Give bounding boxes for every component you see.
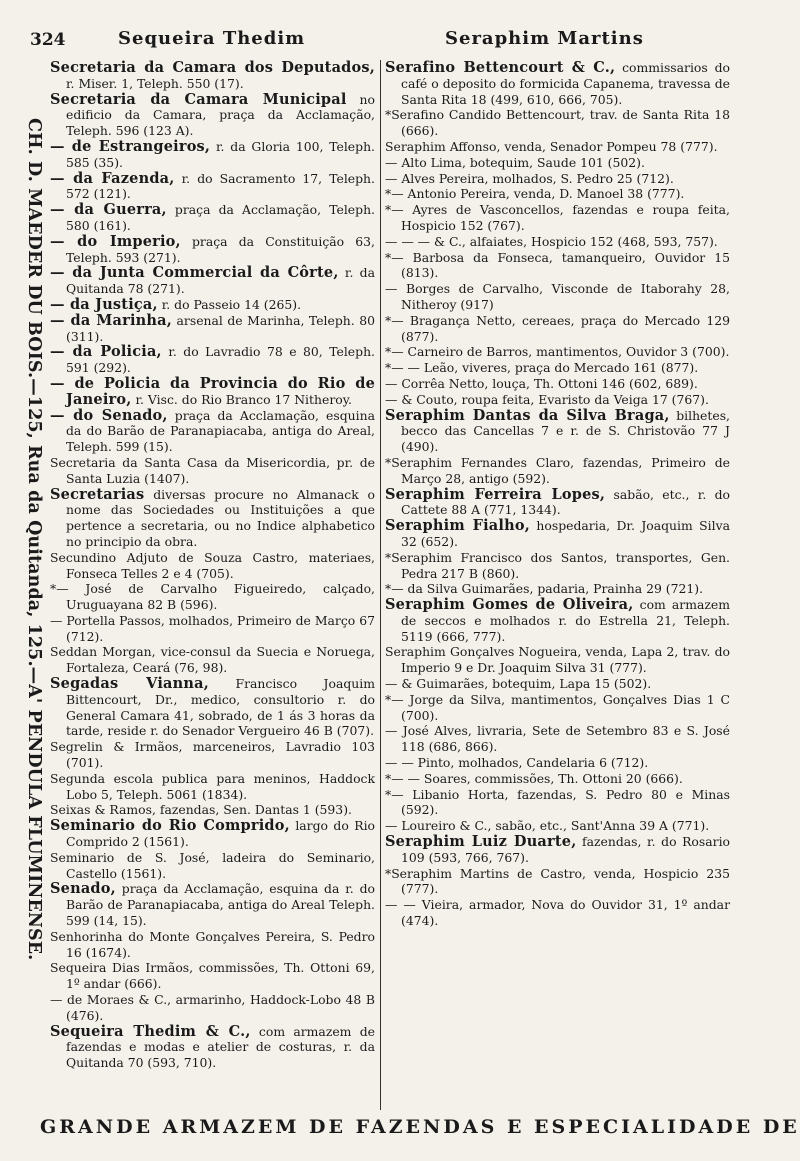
- entry-text: *Seraphim Fernandes Claro, fazendas, Primeiro de Março 28, antigo (592).: [385, 454, 730, 486]
- column-divider: [380, 60, 381, 1110]
- side-advertisement-text: CH. D. MAEDER DU BOIS.—125, Rua da Quitanda, 125.—A' PENDULA FLUMINENSE.: [24, 118, 44, 961]
- entry-text: no edificio da Camara, praça da Acclamação, Teleph. 596 (123 A).: [66, 91, 375, 139]
- directory-entry: [50, 929, 375, 961]
- entry-heading: — da Justiça,: [50, 295, 158, 313]
- entry-text: *Seraphim Martins de Castro, venda, Hospicio 235 (777).: [385, 865, 730, 897]
- directory-entry: [50, 487, 375, 550]
- entry-text: *— Antonio Pereira, venda, D. Manoel 38 (777).: [385, 186, 685, 202]
- entry-text: largo do Rio Comprido 2 (1561).: [66, 818, 375, 850]
- directory-entry: [50, 376, 375, 408]
- directory-entry: [50, 992, 375, 1024]
- entry-text: Sequeira Dias Irmãos, commissões, Th. Ottoni 69, 1º andar (666).: [50, 960, 375, 992]
- directory-entry: [50, 771, 375, 803]
- directory-entry: [50, 644, 375, 676]
- entry-text: Secretaria da Santa Casa da Misericordia, pr. de Santa Luzia (1407).: [50, 454, 375, 486]
- footer-banner: GRANDE ARMAZEM DE FAZENDAS E ESPECIALIDADE DE: [40, 1116, 800, 1138]
- directory-entry: [385, 234, 730, 250]
- entry-heading: Sequeira Thedim & C.,: [50, 1022, 251, 1040]
- entry-heading: — da Junta Commercial da Côrte,: [50, 264, 339, 282]
- entry-text: — — Vieira, armador, Nova do Ouvidor 31, 1º andar (474).: [385, 897, 730, 929]
- entry-text: Seddan Morgan, vice-consul da Suecia e Noruega, Fortaleza, Ceará (76, 98).: [50, 644, 375, 676]
- entry-heading: Senado,: [50, 880, 116, 898]
- entry-heading: Seraphim Luiz Duarte,: [385, 833, 577, 851]
- directory-entry: [385, 455, 730, 487]
- left-column: [50, 60, 375, 1110]
- entry-text: r. da Gloria 100, Teleph. 585 (35).: [66, 138, 375, 170]
- entry-text: Seraphim Affonso, venda, Senador Pompeu 78 (777).: [385, 138, 718, 154]
- directory-entry: [385, 597, 730, 644]
- entry-heading: Seminario do Rio Comprido,: [50, 817, 290, 835]
- entry-text: arsenal de Marinha, Teleph. 80 (311).: [66, 312, 375, 344]
- entry-heading: Seraphim Gomes de Oliveira,: [385, 596, 634, 614]
- directory-entry: [50, 1024, 375, 1071]
- entry-heading: Serafino Bettencourt & C.,: [385, 59, 616, 76]
- running-header: [30, 28, 716, 54]
- directory-entry: [385, 250, 730, 282]
- directory-entry: [50, 881, 375, 928]
- entry-heading: — de Policia da Provincia do Rio de Janeiro,: [50, 374, 375, 408]
- right-column: [385, 60, 730, 1110]
- directory-entry: [385, 787, 730, 819]
- directory-entry: [50, 313, 375, 345]
- directory-entry: [385, 60, 730, 107]
- entry-heading: — da Policia,: [50, 343, 162, 361]
- entry-text: *— Carneiro de Barros, mantimentos, Ouvidor 3 (700).: [385, 344, 730, 360]
- entry-heading: — da Marinha,: [50, 311, 173, 329]
- directory-entry: [50, 344, 375, 376]
- entry-text: *— Bragança Netto, cereaes, praça do Mercado 129 (877).: [385, 312, 730, 344]
- entry-heading: Seraphim Ferreira Lopes,: [385, 485, 606, 503]
- directory-entry: [385, 550, 730, 582]
- entry-text: commissarios do café o deposito do formicida Capanema, travessa de Santa Rita 18 (499, 610, 666, 705).: [401, 60, 730, 107]
- entry-text: Secundino Adjuto de Souza Castro, materiaes, Fonseca Telles 2 e 4 (705).: [50, 549, 375, 581]
- entry-text: com armazem de seccos e molhados r. do Estrella 21, Teleph. 5119 (666, 777).: [401, 597, 730, 644]
- entry-text: Segunda escola publica para meninos, Haddock Lobo 5, Teleph. 5061 (1834).: [50, 770, 375, 802]
- entry-text: fazendas, r. do Rosario 109 (593, 766, 767).: [401, 834, 730, 865]
- entry-text: — Alto Lima, botequim, Saude 101 (502).: [385, 154, 645, 170]
- directory-entry: [50, 455, 375, 487]
- entry-text: *— Libanio Horta, fazendas, S. Pedro 80 e Minas (592).: [385, 786, 730, 818]
- directory-entry: [385, 392, 730, 408]
- entry-text: r. do Lavradio 78 e 80, Teleph. 591 (292).: [66, 344, 375, 376]
- directory-entry: [385, 834, 730, 866]
- entry-text: *Serafino Candido Bettencourt, trav. de Santa Rita 18 (666).: [385, 107, 730, 139]
- entry-heading: Secretaria da Camara Municipal: [50, 90, 347, 108]
- directory-entry: [385, 487, 730, 519]
- entry-heading: — do Imperio,: [50, 232, 181, 250]
- directory-entry: [385, 186, 730, 202]
- directory-entry: [50, 92, 375, 139]
- entry-text: — & Guimarães, botequim, Lapa 15 (502).: [385, 676, 652, 692]
- entry-heading: Secretarias: [50, 485, 145, 503]
- directory-entry: [50, 960, 375, 992]
- directory-entry: [385, 313, 730, 345]
- entry-text: praça da Acclamação, esquina da r. do Barão de Paranapiacaba, antiga do Areal Teleph. 599 (14, 15).: [66, 881, 375, 929]
- right-running-title: Seraphim Martins: [445, 28, 644, 49]
- entry-text: diversas procure no Almanack o nome das Sociedades ou Instituições a que pertence a secretaria, ou no Indice alphabetico no principio da obra.: [66, 486, 375, 549]
- entry-text: sabão, etc., r. do Cattete 88 A (771, 1344).: [401, 486, 730, 518]
- entry-text: *— Jorge da Silva, mantimentos, Gonçalves Dias 1 C (700).: [385, 691, 730, 723]
- entry-heading: Segadas Vianna,: [50, 675, 209, 693]
- entry-text: r. da Quitanda 78 (271).: [66, 265, 375, 297]
- entry-text: — Corrêa Netto, louça, Th. Ottoni 146 (602, 689).: [385, 375, 698, 391]
- entry-text: Segrelin & Irmãos, marceneiros, Lavradio 103 (701).: [50, 739, 375, 771]
- directory-entry: [385, 692, 730, 724]
- directory-entry: [50, 802, 375, 818]
- directory-entry: [385, 155, 730, 171]
- entry-text: *— — Soares, commissões, Th. Ottoni 20 (666).: [385, 770, 683, 786]
- entry-text: praça da Acclamação, esquina da do Barão de Paranapiacaba, antiga do Areal, Teleph. 599 (15).: [66, 407, 375, 455]
- directory-entry: [385, 139, 730, 155]
- directory-entry: [50, 234, 375, 266]
- entry-text: bilhetes, becco das Cancellas 7 e r. de S. Christovão 77 J (490).: [401, 407, 730, 455]
- entry-text: *— José de Carvalho Figueiredo, calçado, Uruguayana 82 B (596).: [50, 581, 375, 613]
- entry-text: *— da Silva Guimarães, padaria, Prainha 29 (721).: [385, 581, 704, 597]
- entry-text: Seixas & Ramos, fazendas, Sen. Dantas 1 (593).: [50, 802, 352, 818]
- entry-text: r. do Passeio 14 (265).: [161, 296, 302, 312]
- entry-heading: Seraphim Fialho,: [385, 517, 530, 535]
- entry-text: — José Alves, livraria, Sete de Setembro 83 e S. José 118 (686, 866).: [385, 723, 730, 755]
- directory-entry: [385, 644, 730, 676]
- entry-heading: — do Senado,: [50, 406, 168, 424]
- entry-text: — — Pinto, molhados, Candelaria 6 (712).: [385, 755, 649, 771]
- directory-entry: [385, 408, 730, 455]
- directory-entry: [385, 376, 730, 392]
- entry-heading: — de Estrangeiros,: [50, 137, 211, 155]
- entry-heading: — da Guerra,: [50, 201, 167, 219]
- entry-text: *— Ayres de Vasconcellos, fazendas e roupa feita, Hospicio 152 (767).: [385, 202, 730, 233]
- entry-text: — Portella Passos, molhados, Primeiro de Março 67 (712).: [50, 612, 375, 644]
- entry-text: *— — Leão, viveres, praça do Mercado 161 (877).: [385, 360, 699, 376]
- directory-entry: [50, 739, 375, 771]
- directory-entry: [50, 550, 375, 582]
- directory-entry: [50, 818, 375, 850]
- directory-entry: [50, 139, 375, 171]
- directory-entry: [385, 818, 730, 834]
- entry-text: — de Moraes & C., armarinho, Haddock-Lobo 48 B (476).: [50, 992, 375, 1023]
- directory-entry: [50, 613, 375, 645]
- entry-text: praça da Constituição 63, Teleph. 593 (271).: [66, 233, 375, 265]
- entry-text: r. Visc. do Rio Branco 17 Nitheroy.: [135, 391, 352, 407]
- directory-entry: [50, 850, 375, 882]
- entry-text: r. do Sacramento 17, Teleph. 572 (121).: [66, 170, 375, 202]
- entry-text: Senhorinha do Monte Gonçalves Pereira, S. Pedro 16 (1674).: [50, 928, 375, 960]
- directory-entry: [385, 755, 730, 771]
- entry-text: — Loureiro & C., sabão, etc., Sant'Anna 39 A (771).: [385, 818, 710, 834]
- directory-entry: [385, 676, 730, 692]
- entry-text: — Alves Pereira, molhados, S. Pedro 25 (712).: [385, 170, 674, 186]
- directory-entry: [50, 408, 375, 455]
- entry-text: — — — & C., alfaiates, Hospicio 152 (468, 593, 757).: [385, 233, 718, 249]
- left-running-title: Sequeira Thedim: [118, 28, 306, 49]
- directory-entry: [385, 581, 730, 597]
- entry-heading: — da Fazenda,: [50, 169, 175, 187]
- entry-text: hospedaria, Dr. Joaquim Silva 32 (652).: [401, 518, 730, 549]
- entry-text: — & Couto, roupa feita, Evaristo da Veiga 17 (767).: [385, 391, 709, 407]
- entry-heading: Seraphim Dantas da Silva Braga,: [385, 406, 670, 424]
- entry-text: Francisco Joaquim Bittencourt, Dr., medico, consultorio r. do General Camara 41, sobrado, de 1 ás 3 horas da tarde, reside r. do Senador Vergueiro 46 B (707).: [66, 676, 375, 739]
- entry-text: com armazem de fazendas e modas e atelier de costuras, r. da Quitanda 70 (593, 710).: [66, 1023, 375, 1071]
- directory-entry: [385, 171, 730, 187]
- directory-entry: [385, 202, 730, 234]
- directory-entry: [50, 171, 375, 203]
- entry-text: r. Miser. 1, Teleph. 550 (17).: [66, 75, 244, 91]
- directory-entry: [385, 344, 730, 360]
- side-advertisement: [20, 118, 48, 961]
- directory-entry: [50, 60, 375, 92]
- directory-entry: [385, 897, 730, 929]
- directory-entry: [50, 676, 375, 739]
- directory-entry: [385, 518, 730, 550]
- directory-entry: [50, 202, 375, 234]
- entry-heading: Secretaria da Camara dos Deputados,: [50, 59, 375, 76]
- entry-text: *Seraphim Francisco dos Santos, transportes, Gen. Pedra 217 B (860).: [385, 549, 730, 581]
- page-number: 324: [30, 30, 66, 50]
- entry-text: *— Barbosa da Fonseca, tamanqueiro, Ouvidor 15 (813).: [385, 249, 730, 281]
- directory-entry: [385, 281, 730, 313]
- directory-entry: [50, 581, 375, 613]
- directory-entry: [385, 866, 730, 898]
- directory-entry: [50, 265, 375, 297]
- directory-entry: [385, 771, 730, 787]
- directory-entry: [50, 297, 375, 313]
- entry-text: Seraphim Gonçalves Nogueira, venda, Lapa 2, trav. do Imperio 9 e Dr. Joaquim Silva 31 (777).: [385, 644, 730, 676]
- directory-entry: [385, 107, 730, 139]
- directory-entry: [385, 360, 730, 376]
- directory-entry: [385, 723, 730, 755]
- entry-text: Seminario de S. José, ladeira do Seminario, Castello (1561).: [50, 849, 375, 881]
- entry-text: praça da Acclamação, Teleph. 580 (161).: [66, 202, 375, 233]
- entry-text: — Borges de Carvalho, Visconde de Itaborahy 28, Nitheroy (917): [385, 281, 730, 312]
